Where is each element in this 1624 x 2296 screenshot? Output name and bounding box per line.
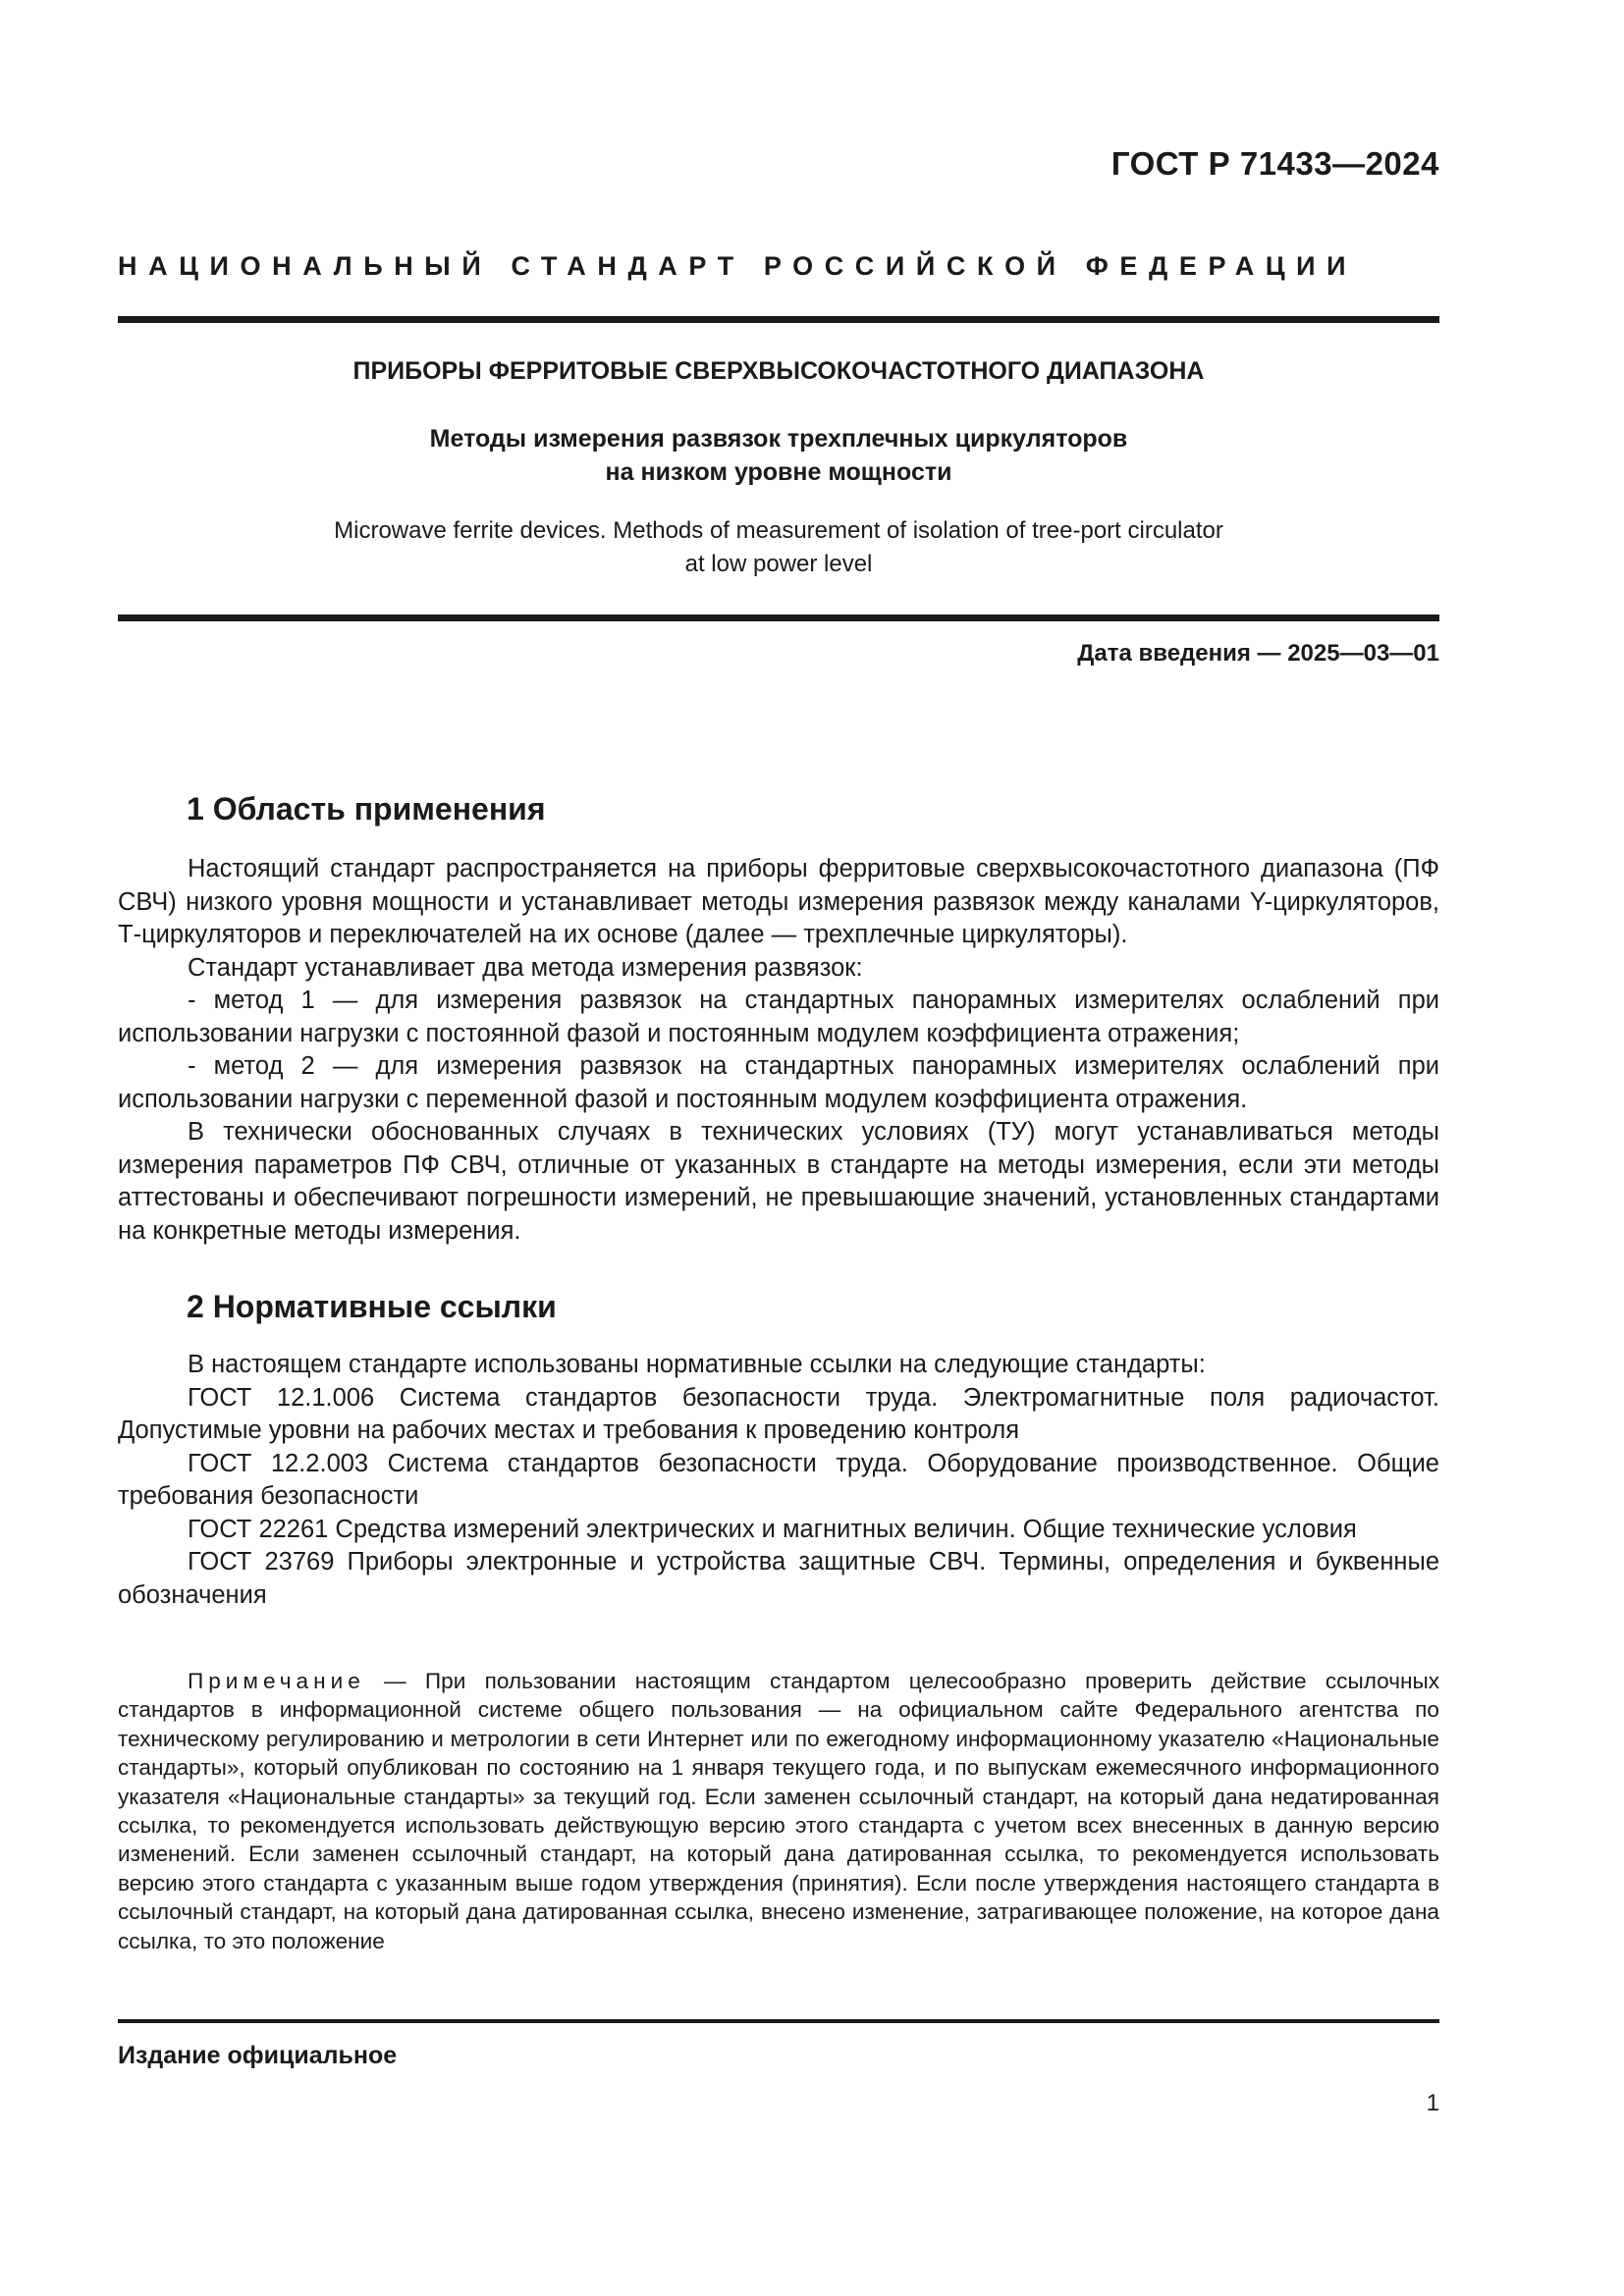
paragraph: В настоящем стандарте использованы нормативные ссылки на следующие стандарты: [188, 1351, 1206, 1378]
list-item-method-1: - метод 1 — для измерения развязок на стандартных панорамных измерителях ослаблений при использовании нагрузки с постоянной фазой и постоянным модулем коэффициента отражения; [118, 987, 1439, 1047]
national-standard-banner: НАЦИОНАЛЬНЫЙ СТАНДАРТ РОССИЙСКОЙ ФЕДЕРАЦИИ [118, 251, 1358, 281]
introduction-date: Дата введения — 2025—03—01 [1077, 640, 1439, 667]
reference-item: ГОСТ 12.1.006 Система стандартов безопасности труда. Электромагнитные поля радиочастот. Допустимые уровни на рабочих местах и требования к проведению контроля [118, 1383, 1439, 1444]
note-text: — При пользовании настоящим стандартом целесообразно проверить действие ссылочных стандартов в информационной системе общего пользования — на официальном сайте Федерального агентства по техническому регулированию и метрологии в сети Интернет или по ежегодному информационному указателю «Национальные стандарты», который опубликован по состоянию на 1 января текущего года, и по выпускам ежемесячного информационного указателя «Национальные стандарты» за текущий год. Если заменен ссылочный стандарт, на который дана недатированная ссылка, то рекомендуется использовать действующую версию этого стандарта с учетом всех внесенных в данную версию изменений. Если заменен ссылочный стандарт, на который дана датированная ссылка, то рекомендуется использовать версию этого стандарта с указанным выше годом утверждения (принятия). Если после утверждения настоящего стандарта в ссылочный стандарт, на который дана датированная ссылка, внесено изменение, затрагивающее положение, на которое дана ссылка, то это положение [118, 1669, 1439, 1953]
list-item-method-2: - метод 2 — для измерения развязок на стандартных панорамных измерителях ослаблений при использовании нагрузки с переменной фазой и постоянным модулем коэффициента отражения. [118, 1052, 1439, 1113]
english-title-line-1: Microwave ferrite devices. Methods of measurement of isolation of tree-port circulator [334, 517, 1223, 544]
note-block [118, 1667, 1439, 1955]
official-edition-label: Издание официальное [118, 2042, 398, 2069]
title-rule [118, 614, 1439, 621]
note-paragraph [118, 1667, 1439, 1955]
note-label: Примечание [188, 1669, 365, 1693]
paragraph: Настоящий стандарт распространяется на приборы ферритовые сверхвысокочастотного диапазона (ПФ СВЧ) низкого уровня мощности и устанавливает методы измерения развязок между каналами Y-циркуляторов, Т-циркуляторов и переключателей на их основе (далее — трехплечные циркуляторы). [118, 855, 1439, 948]
reference-item: ГОСТ 22261 Средства измерений электрических и магнитных величин. Общие технические условия [188, 1515, 1357, 1543]
section-1-body [118, 853, 1439, 1248]
paragraph: Стандарт устанавливает два метода измерения развязок: [188, 953, 863, 982]
section-1-heading: 1 Область применения [187, 791, 546, 827]
footer-rule [118, 2019, 1439, 2023]
subtitle-line-1: Методы измерения развязок трехплечных циркуляторов [429, 425, 1128, 453]
subtitle-line-2: на низком уровне мощности [605, 458, 952, 486]
section-2-heading: 2 Нормативные ссылки [187, 1289, 557, 1324]
reference-item: ГОСТ 12.2.003 Система стандартов безопасности труда. Оборудование производственное. Общие требования безопасности [118, 1449, 1439, 1510]
page-number: 1 [1426, 2090, 1439, 2116]
document-code: ГОСТ Р 71433—2024 [1110, 145, 1439, 182]
document-subtitle [118, 422, 1439, 489]
reference-item: ГОСТ 23769 Приборы электронные и устройства защитные СВЧ. Термины, определения и буквенные обозначения [118, 1548, 1439, 1609]
paragraph: В технически обоснованных случаях в технических условиях (ТУ) могут устанавливаться методы измерения параметров ПФ СВЧ, отличные от указанных в стандарте на методы измерения, если эти методы аттестованы и обеспечивают погрешности измерений, не превышающие значений, установленных стандартами на конкретные методы измерения. [118, 1118, 1439, 1245]
document-title: ПРИБОРЫ ФЕРРИТОВЫЕ СВЕРХВЫСОКОЧАСТОТНОГО ДИАПАЗОНА [352, 357, 1205, 385]
english-title-line-2: at low power level [684, 551, 873, 577]
section-2-body [118, 1349, 1439, 1612]
english-title [118, 514, 1439, 581]
top-rule [118, 316, 1439, 323]
